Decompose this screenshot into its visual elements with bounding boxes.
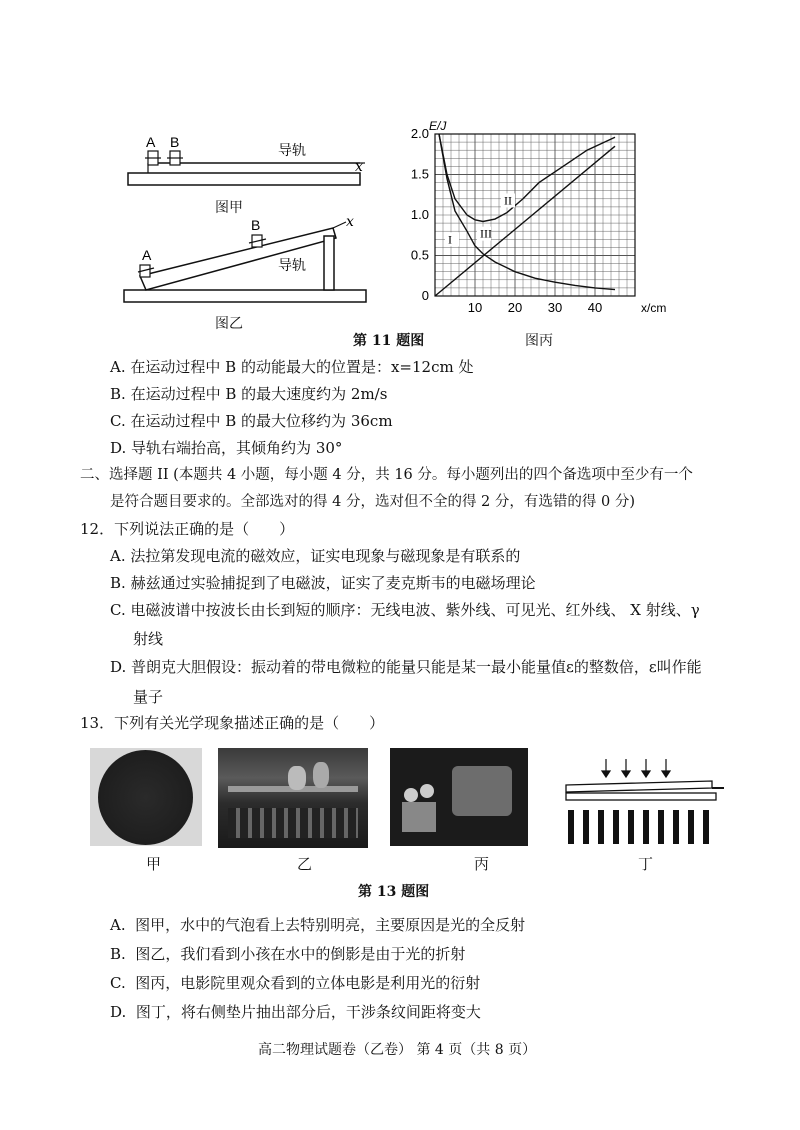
photo-jia-bubble: [90, 748, 202, 846]
photo-yi-reflection: [218, 748, 368, 848]
section2-line2: 是符合题目要求的。全部选对的得 4 分，选对但不全的得 2 分，有选错的得 0 分): [110, 494, 635, 510]
axis-x-yi: x: [346, 214, 354, 230]
x-tick-label: 40: [587, 300, 603, 315]
page-footer: 高二物理试题卷（乙卷） 第 4 页（共 8 页）: [258, 1042, 537, 1058]
q11-option-c: C. 在运动过程中 B 的最大位移约为 36cm: [110, 412, 393, 430]
q12-option-d: D. 普朗克大胆假设：振动着的带电微粒的能量只能是某一最小能量值ε的整数倍，ε叫作能: [110, 658, 702, 676]
series-III: [435, 146, 615, 296]
rail-label-jia: 导轨: [278, 143, 306, 159]
label-b-jia: B: [170, 134, 180, 150]
label-b-yi: B: [251, 217, 261, 233]
incline-rail: [140, 228, 336, 290]
rail-label-yi: 导轨: [278, 258, 306, 274]
label-a-jia: A: [146, 134, 156, 150]
diagram-ding-interference: [562, 755, 727, 850]
q12-option-d-cont: 量子: [133, 688, 164, 706]
x-tick-label: 30: [547, 300, 563, 315]
q12-option-c-cont: 射线: [133, 630, 164, 648]
interference-fringes: [568, 810, 709, 844]
series-II: [439, 134, 615, 221]
x-tick-label: 10: [467, 300, 483, 315]
img-label-yi: 乙: [297, 855, 313, 873]
q12-stem: 12．下列说法正确的是（ ）: [80, 520, 295, 538]
figure-yi: [118, 210, 388, 310]
bubble: [98, 750, 193, 845]
y-tick-label: 1.0: [410, 207, 429, 222]
y-tick-label: 1.5: [410, 166, 429, 182]
q11-option-d: D. 导轨右端抬高，其倾角约为 30°: [110, 439, 343, 457]
q13-option-d: D. 图丁，将右侧垫片抽出部分后，干涉条纹间距将变大: [110, 1003, 481, 1021]
y-tick-label: 0.5: [410, 247, 429, 263]
glass-plate-bottom: [566, 793, 716, 800]
y-tick-label: 0: [421, 288, 429, 303]
photo-bing-cinema: [390, 748, 528, 846]
support-post: [324, 236, 334, 290]
base-yi: [124, 290, 366, 302]
q13-stem: 13．下列有关光学现象描述正确的是（ ）: [80, 714, 385, 732]
y-axis-label: E/J: [429, 119, 447, 133]
figure-jia: [120, 125, 380, 220]
q13-caption: 第 13 题图: [358, 884, 430, 900]
q12-option-c: C. 电磁波谱中按波长由长到短的顺序：无线电波、紫外线、可见光、红外线、 X 射线、γ: [110, 601, 700, 619]
q13-option-a: A. 图甲，水中的气泡看上去特别明亮，主要原因是光的全反射: [110, 916, 526, 934]
q12-option-b: B. 赫兹通过实验捕捉到了电磁波，证实了麦克斯韦的电磁场理论: [110, 574, 536, 592]
q11-option-a: A. 在运动过程中 B 的动能最大的位置是：x=12cm 处: [110, 358, 474, 376]
x-axis-label: x/cm: [641, 301, 667, 315]
curve-label-I: I: [448, 232, 452, 247]
q11-option-b: B. 在运动过程中 B 的最大速度约为 2m/s: [110, 385, 388, 403]
rail-jia-base: [128, 173, 360, 185]
img-label-bing: 丙: [474, 855, 490, 873]
q12-option-a: A. 法拉第发现电流的磁效应，证实电现象与磁现象是有联系的: [110, 547, 521, 565]
caption-jia: 图甲: [215, 200, 243, 216]
img-label-jia: 甲: [146, 855, 162, 873]
axis-x-jia: x: [355, 159, 363, 175]
curve-label-II: II: [504, 193, 512, 208]
curve-label-III: III: [480, 226, 492, 241]
caption-yi: 图乙: [215, 316, 243, 332]
energy-chart: [395, 118, 670, 323]
x-tick-label: 20: [507, 300, 523, 315]
q13-option-b: B. 图乙，我们看到小孩在水中的倒影是由于光的折射: [110, 945, 466, 963]
caption-bing: 图丙: [525, 333, 553, 349]
q13-option-c: C. 图丙，电影院里观众看到的立体电影是利用光的衍射: [110, 974, 481, 992]
img-label-ding: 丁: [638, 855, 654, 873]
y-tick-label: 2.0: [410, 126, 429, 141]
section2-line1: 二、选择题 II (本题共 4 小题，每小题 4 分，共 16 分。每小题列出的四个备选项中至少有一个: [80, 467, 693, 483]
label-a-yi: A: [142, 247, 152, 263]
glass-plate-top: [566, 781, 712, 792]
figure11-caption: 第 11 题图: [353, 333, 425, 349]
